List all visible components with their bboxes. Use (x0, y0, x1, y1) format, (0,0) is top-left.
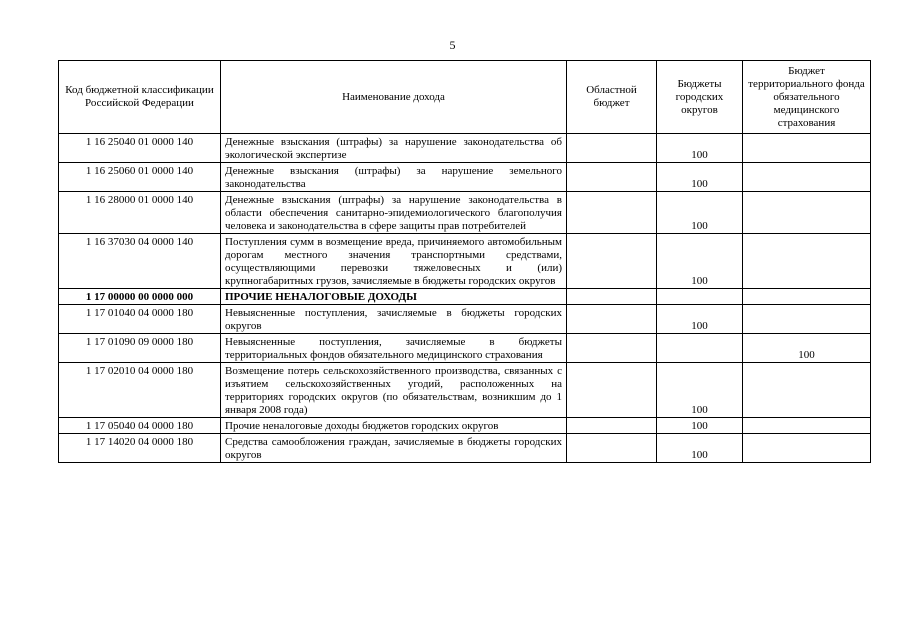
row-fund (743, 289, 871, 305)
row-fund (743, 134, 871, 163)
row-regional (567, 363, 657, 418)
row-name: Невыясненные поступления, зачисляемые в бюджеты городских округов (221, 305, 567, 334)
row-regional (567, 192, 657, 234)
row-regional (567, 305, 657, 334)
row-name: Поступления сумм в возмещение вреда, причиняемого автомобильным дорогам местного значения транспортными средствами, осуществляющими перевозки тяжеловесных и (или) крупногабаритных грузов, зачисляемые в бюджеты городских округов (221, 234, 567, 289)
row-code: 1 16 28000 01 0000 140 (59, 192, 221, 234)
table-row (59, 418, 871, 434)
row-name: Денежные взыскания (штрафы) за нарушение законодательства об экологической экспертизе (221, 134, 567, 163)
row-regional (567, 234, 657, 289)
row-code: 1 17 02010 04 0000 180 (59, 363, 221, 418)
row-city (657, 334, 743, 363)
row-fund: 100 (743, 334, 871, 363)
table-row (59, 305, 871, 334)
row-code: 1 17 01040 04 0000 180 (59, 305, 221, 334)
row-regional (567, 289, 657, 305)
row-city: 100 (657, 305, 743, 334)
row-fund (743, 418, 871, 434)
row-name: Денежные взыскания (штрафы) за нарушение земельного законодательства (221, 163, 567, 192)
row-regional (567, 163, 657, 192)
table-row (59, 363, 871, 418)
table-row (59, 192, 871, 234)
row-name: Прочие неналоговые доходы бюджетов городских округов (221, 418, 567, 434)
row-fund (743, 192, 871, 234)
header-name: Наименование дохода (221, 61, 567, 134)
row-city: 100 (657, 234, 743, 289)
header-medical-fund-budget: Бюджет территориального фонда обязательного медицинского страхования (743, 61, 871, 134)
row-city: 100 (657, 363, 743, 418)
page-number: 5 (449, 38, 456, 52)
row-city: 100 (657, 192, 743, 234)
header-regional-budget: Областной бюджет (567, 61, 657, 134)
row-regional (567, 418, 657, 434)
row-regional (567, 134, 657, 163)
row-code: 1 17 05040 04 0000 180 (59, 418, 221, 434)
row-fund (743, 434, 871, 463)
budget-classification-table (58, 60, 871, 463)
row-regional (567, 334, 657, 363)
row-city: 100 (657, 163, 743, 192)
row-fund (743, 234, 871, 289)
row-city: 100 (657, 434, 743, 463)
table-row (59, 163, 871, 192)
header-city-budgets: Бюджеты городских округов (657, 61, 743, 134)
row-code: 1 17 00000 00 0000 000 (59, 289, 221, 305)
row-city: 100 (657, 134, 743, 163)
row-name: ПРОЧИЕ НЕНАЛОГОВЫЕ ДОХОДЫ (221, 289, 567, 305)
table-section-row (59, 289, 871, 305)
row-name: Средства самообложения граждан, зачисляемые в бюджеты городских округов (221, 434, 567, 463)
row-code: 1 16 37030 04 0000 140 (59, 234, 221, 289)
header-code: Код бюджетной классификации Российской Федерации (59, 61, 221, 134)
table-row (59, 334, 871, 363)
row-name: Невыясненные поступления, зачисляемые в бюджеты территориальных фондов обязательного медицинского страхования (221, 334, 567, 363)
row-name: Денежные взыскания (штрафы) за нарушение законодательства в области обеспечения санитарно-эпидемиологического благополучия человека и законодательства в сфере защиты прав потребителей (221, 192, 567, 234)
table-row (59, 134, 871, 163)
row-code: 1 16 25060 01 0000 140 (59, 163, 221, 192)
row-fund (743, 163, 871, 192)
row-code: 1 16 25040 01 0000 140 (59, 134, 221, 163)
table-row (59, 434, 871, 463)
row-code: 1 17 14020 04 0000 180 (59, 434, 221, 463)
row-city: 100 (657, 418, 743, 434)
row-city (657, 289, 743, 305)
row-name: Возмещение потерь сельскохозяйственного производства, связанных с изъятием сельскохозяйственных угодий, расположенных на территориях городских округов (по обязательствам, возникшим до 1 января 2008 года) (221, 363, 567, 418)
row-regional (567, 434, 657, 463)
row-fund (743, 305, 871, 334)
row-fund (743, 363, 871, 418)
table-header-row (59, 61, 871, 134)
row-code: 1 17 01090 09 0000 180 (59, 334, 221, 363)
table-row (59, 234, 871, 289)
